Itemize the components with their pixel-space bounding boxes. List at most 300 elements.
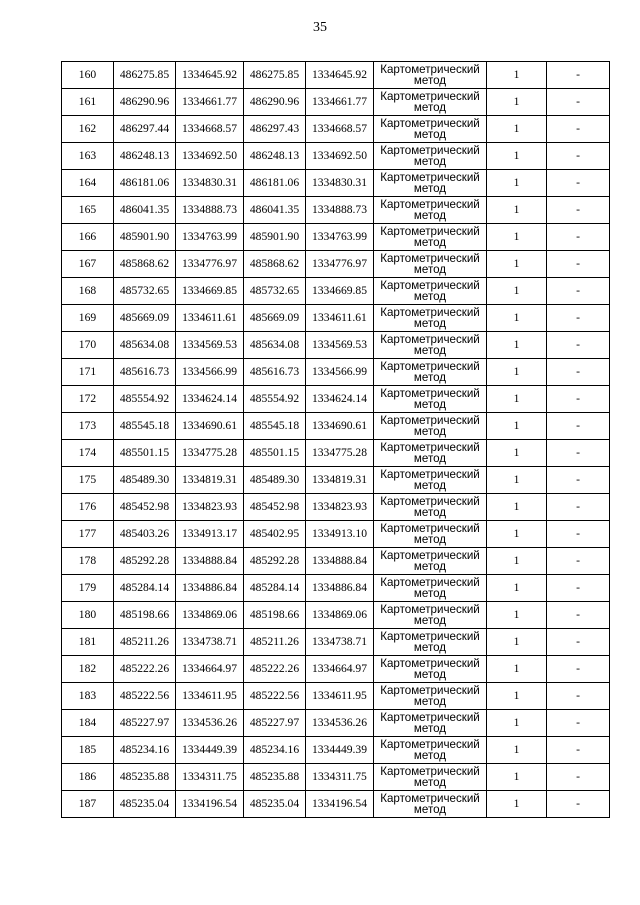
table-row bbox=[62, 467, 610, 494]
y-refined-cell: 1334668.57 bbox=[306, 116, 374, 143]
point-number-cell: 166 bbox=[62, 224, 114, 251]
method-cell bbox=[374, 791, 487, 818]
table-row bbox=[62, 89, 610, 116]
x-existing-cell: 486248.13 bbox=[114, 143, 176, 170]
y-refined-cell: 1334566.99 bbox=[306, 359, 374, 386]
y-existing-cell: 1334664.97 bbox=[176, 656, 244, 683]
method-cell bbox=[374, 521, 487, 548]
point-number-cell: 167 bbox=[62, 251, 114, 278]
method-cell bbox=[374, 602, 487, 629]
y-existing-cell: 1334661.77 bbox=[176, 89, 244, 116]
description-cell: - bbox=[547, 764, 610, 791]
y-existing-cell: 1334776.97 bbox=[176, 251, 244, 278]
point-number-cell: 182 bbox=[62, 656, 114, 683]
method-line2: метод bbox=[413, 667, 447, 681]
method-line2: метод bbox=[413, 370, 447, 384]
x-existing-cell: 486275.85 bbox=[114, 62, 176, 89]
method-line1: Картометрический bbox=[380, 62, 480, 76]
y-refined-cell: 1334645.92 bbox=[306, 62, 374, 89]
description-cell: - bbox=[547, 143, 610, 170]
description-cell: - bbox=[547, 467, 610, 494]
method-line2: метод bbox=[413, 424, 447, 438]
x-refined-cell: 486181.06 bbox=[244, 170, 306, 197]
precision-cell: 1 bbox=[487, 413, 547, 440]
method-line1: Картометрический bbox=[380, 494, 480, 508]
table-row bbox=[62, 143, 610, 170]
method-line2: метод bbox=[413, 613, 447, 627]
y-refined-cell: 1334449.39 bbox=[306, 737, 374, 764]
method-line1: Картометрический bbox=[380, 305, 480, 319]
y-existing-cell: 1334536.26 bbox=[176, 710, 244, 737]
description-cell: - bbox=[547, 413, 610, 440]
x-refined-cell: 485235.88 bbox=[244, 764, 306, 791]
method-line2: метод bbox=[413, 802, 447, 816]
method-line2: метод bbox=[413, 775, 447, 789]
point-number-cell: 163 bbox=[62, 143, 114, 170]
x-existing-cell: 485292.28 bbox=[114, 548, 176, 575]
method-line2: метод bbox=[413, 235, 447, 249]
x-existing-cell: 485211.26 bbox=[114, 629, 176, 656]
description-cell: - bbox=[547, 197, 610, 224]
y-existing-cell: 1334830.31 bbox=[176, 170, 244, 197]
precision-cell: 1 bbox=[487, 494, 547, 521]
method-line1: Картометрический bbox=[380, 359, 480, 373]
x-existing-cell: 485616.73 bbox=[114, 359, 176, 386]
precision-cell: 1 bbox=[487, 332, 547, 359]
method-line1: Картометрический bbox=[380, 683, 480, 697]
description-cell: - bbox=[547, 305, 610, 332]
point-number-cell: 179 bbox=[62, 575, 114, 602]
x-refined-cell: 485901.90 bbox=[244, 224, 306, 251]
description-cell: - bbox=[547, 116, 610, 143]
x-refined-cell: 485227.97 bbox=[244, 710, 306, 737]
method-line2: метод bbox=[413, 694, 447, 708]
precision-cell: 1 bbox=[487, 629, 547, 656]
method-line2: метод bbox=[413, 586, 447, 600]
y-refined-cell: 1334196.54 bbox=[306, 791, 374, 818]
method-line1: Картометрический bbox=[380, 764, 480, 778]
description-cell: - bbox=[547, 521, 610, 548]
method-line1: Картометрический bbox=[380, 521, 480, 535]
x-existing-cell: 485284.14 bbox=[114, 575, 176, 602]
method-line2: метод bbox=[413, 451, 447, 465]
table-row bbox=[62, 170, 610, 197]
method-line2: метод bbox=[413, 100, 447, 114]
method-line1: Картометрический bbox=[380, 710, 480, 724]
method-cell bbox=[374, 440, 487, 467]
precision-cell: 1 bbox=[487, 170, 547, 197]
point-number-cell: 176 bbox=[62, 494, 114, 521]
method-cell bbox=[374, 575, 487, 602]
y-existing-cell: 1334913.17 bbox=[176, 521, 244, 548]
point-number-cell: 178 bbox=[62, 548, 114, 575]
method-line1: Картометрический bbox=[380, 89, 480, 103]
y-existing-cell: 1334668.57 bbox=[176, 116, 244, 143]
y-refined-cell: 1334664.97 bbox=[306, 656, 374, 683]
method-cell bbox=[374, 629, 487, 656]
method-line1: Картометрический bbox=[380, 224, 480, 238]
y-refined-cell: 1334569.53 bbox=[306, 332, 374, 359]
y-existing-cell: 1334763.99 bbox=[176, 224, 244, 251]
table-row bbox=[62, 62, 610, 89]
x-existing-cell: 485227.97 bbox=[114, 710, 176, 737]
y-existing-cell: 1334611.61 bbox=[176, 305, 244, 332]
y-refined-cell: 1334819.31 bbox=[306, 467, 374, 494]
point-number-cell: 187 bbox=[62, 791, 114, 818]
x-refined-cell: 485452.98 bbox=[244, 494, 306, 521]
description-cell: - bbox=[547, 62, 610, 89]
method-cell bbox=[374, 62, 487, 89]
x-refined-cell: 485211.26 bbox=[244, 629, 306, 656]
precision-cell: 1 bbox=[487, 575, 547, 602]
method-line1: Картометрический bbox=[380, 737, 480, 751]
method-line1: Картометрический bbox=[380, 170, 480, 184]
precision-cell: 1 bbox=[487, 278, 547, 305]
method-line1: Картометрический bbox=[380, 467, 480, 481]
x-refined-cell: 485501.15 bbox=[244, 440, 306, 467]
method-line2: метод bbox=[413, 748, 447, 762]
point-number-cell: 173 bbox=[62, 413, 114, 440]
table-row bbox=[62, 305, 610, 332]
precision-cell: 1 bbox=[487, 224, 547, 251]
method-line1: Картометрический bbox=[380, 440, 480, 454]
method-cell bbox=[374, 494, 487, 521]
x-refined-cell: 485868.62 bbox=[244, 251, 306, 278]
y-existing-cell: 1334196.54 bbox=[176, 791, 244, 818]
x-refined-cell: 486275.85 bbox=[244, 62, 306, 89]
y-refined-cell: 1334611.95 bbox=[306, 683, 374, 710]
precision-cell: 1 bbox=[487, 737, 547, 764]
table-row bbox=[62, 737, 610, 764]
y-existing-cell: 1334624.14 bbox=[176, 386, 244, 413]
method-cell bbox=[374, 170, 487, 197]
table-row bbox=[62, 494, 610, 521]
description-cell: - bbox=[547, 359, 610, 386]
point-number-cell: 186 bbox=[62, 764, 114, 791]
x-existing-cell: 485452.98 bbox=[114, 494, 176, 521]
table-row bbox=[62, 413, 610, 440]
x-existing-cell: 485222.26 bbox=[114, 656, 176, 683]
description-cell: - bbox=[547, 170, 610, 197]
table-row bbox=[62, 332, 610, 359]
description-cell: - bbox=[547, 737, 610, 764]
y-refined-cell: 1334536.26 bbox=[306, 710, 374, 737]
x-refined-cell: 485198.66 bbox=[244, 602, 306, 629]
y-refined-cell: 1334624.14 bbox=[306, 386, 374, 413]
x-existing-cell: 485235.04 bbox=[114, 791, 176, 818]
x-refined-cell: 485732.65 bbox=[244, 278, 306, 305]
x-existing-cell: 485501.15 bbox=[114, 440, 176, 467]
x-existing-cell: 485403.26 bbox=[114, 521, 176, 548]
table-row bbox=[62, 548, 610, 575]
x-refined-cell: 485234.16 bbox=[244, 737, 306, 764]
description-cell: - bbox=[547, 494, 610, 521]
method-line1: Картометрический bbox=[380, 116, 480, 130]
x-refined-cell: 486297.43 bbox=[244, 116, 306, 143]
description-cell: - bbox=[547, 278, 610, 305]
method-line2: метод bbox=[413, 208, 447, 222]
precision-cell: 1 bbox=[487, 89, 547, 116]
method-cell bbox=[374, 467, 487, 494]
point-number-cell: 177 bbox=[62, 521, 114, 548]
method-line2: метод bbox=[413, 73, 447, 87]
description-cell: - bbox=[547, 791, 610, 818]
y-existing-cell: 1334669.85 bbox=[176, 278, 244, 305]
method-cell bbox=[374, 278, 487, 305]
table-row bbox=[62, 440, 610, 467]
precision-cell: 1 bbox=[487, 710, 547, 737]
y-existing-cell: 1334690.61 bbox=[176, 413, 244, 440]
point-number-cell: 164 bbox=[62, 170, 114, 197]
precision-cell: 1 bbox=[487, 467, 547, 494]
description-cell: - bbox=[547, 440, 610, 467]
point-number-cell: 170 bbox=[62, 332, 114, 359]
point-number-cell: 174 bbox=[62, 440, 114, 467]
y-existing-cell: 1334869.06 bbox=[176, 602, 244, 629]
point-number-cell: 180 bbox=[62, 602, 114, 629]
precision-cell: 1 bbox=[487, 62, 547, 89]
table-row bbox=[62, 386, 610, 413]
method-cell bbox=[374, 116, 487, 143]
point-number-cell: 172 bbox=[62, 386, 114, 413]
method-line2: метод bbox=[413, 478, 447, 492]
table-row bbox=[62, 602, 610, 629]
method-line1: Картометрический bbox=[380, 386, 480, 400]
method-cell bbox=[374, 305, 487, 332]
description-cell: - bbox=[547, 332, 610, 359]
method-line1: Картометрический bbox=[380, 278, 480, 292]
method-line2: метод bbox=[413, 127, 447, 141]
y-existing-cell: 1334645.92 bbox=[176, 62, 244, 89]
table-row bbox=[62, 791, 610, 818]
method-cell bbox=[374, 332, 487, 359]
method-line1: Картометрический bbox=[380, 548, 480, 562]
page-number: 35 bbox=[313, 20, 327, 35]
precision-cell: 1 bbox=[487, 602, 547, 629]
y-existing-cell: 1334886.84 bbox=[176, 575, 244, 602]
method-line1: Картометрический bbox=[380, 791, 480, 805]
x-refined-cell: 485616.73 bbox=[244, 359, 306, 386]
y-existing-cell: 1334775.28 bbox=[176, 440, 244, 467]
x-existing-cell: 485545.18 bbox=[114, 413, 176, 440]
method-cell bbox=[374, 656, 487, 683]
x-refined-cell: 485402.95 bbox=[244, 521, 306, 548]
precision-cell: 1 bbox=[487, 197, 547, 224]
method-line1: Картометрический bbox=[380, 332, 480, 346]
x-refined-cell: 485235.04 bbox=[244, 791, 306, 818]
point-number-cell: 165 bbox=[62, 197, 114, 224]
description-cell: - bbox=[547, 251, 610, 278]
y-refined-cell: 1334311.75 bbox=[306, 764, 374, 791]
y-existing-cell: 1334566.99 bbox=[176, 359, 244, 386]
method-line1: Картометрический bbox=[380, 413, 480, 427]
method-line2: метод bbox=[413, 505, 447, 519]
precision-cell: 1 bbox=[487, 521, 547, 548]
description-cell: - bbox=[547, 656, 610, 683]
method-line1: Картометрический bbox=[380, 629, 480, 643]
precision-cell: 1 bbox=[487, 251, 547, 278]
precision-cell: 1 bbox=[487, 764, 547, 791]
method-line2: метод bbox=[413, 559, 447, 573]
table-row bbox=[62, 629, 610, 656]
point-number-cell: 184 bbox=[62, 710, 114, 737]
x-refined-cell: 485222.56 bbox=[244, 683, 306, 710]
y-existing-cell: 1334823.93 bbox=[176, 494, 244, 521]
method-cell bbox=[374, 548, 487, 575]
method-cell bbox=[374, 764, 487, 791]
table-row bbox=[62, 251, 610, 278]
x-refined-cell: 485222.26 bbox=[244, 656, 306, 683]
method-line2: метод bbox=[413, 289, 447, 303]
x-existing-cell: 485901.90 bbox=[114, 224, 176, 251]
table-row bbox=[62, 575, 610, 602]
y-refined-cell: 1334669.85 bbox=[306, 278, 374, 305]
description-cell: - bbox=[547, 602, 610, 629]
method-line2: метод bbox=[413, 397, 447, 411]
y-refined-cell: 1334823.93 bbox=[306, 494, 374, 521]
x-existing-cell: 485868.62 bbox=[114, 251, 176, 278]
method-line2: метод bbox=[413, 154, 447, 168]
method-line2: метод bbox=[413, 640, 447, 654]
precision-cell: 1 bbox=[487, 305, 547, 332]
method-cell bbox=[374, 413, 487, 440]
y-existing-cell: 1334738.71 bbox=[176, 629, 244, 656]
method-line1: Картометрический bbox=[380, 251, 480, 265]
method-cell bbox=[374, 386, 487, 413]
x-refined-cell: 486041.35 bbox=[244, 197, 306, 224]
method-cell bbox=[374, 359, 487, 386]
point-number-cell: 162 bbox=[62, 116, 114, 143]
x-refined-cell: 485669.09 bbox=[244, 305, 306, 332]
y-refined-cell: 1334888.73 bbox=[306, 197, 374, 224]
method-cell bbox=[374, 683, 487, 710]
point-number-cell: 171 bbox=[62, 359, 114, 386]
x-existing-cell: 485234.16 bbox=[114, 737, 176, 764]
x-refined-cell: 485634.08 bbox=[244, 332, 306, 359]
x-existing-cell: 485554.92 bbox=[114, 386, 176, 413]
table-row bbox=[62, 764, 610, 791]
table-row bbox=[62, 656, 610, 683]
y-refined-cell: 1334611.61 bbox=[306, 305, 374, 332]
point-number-cell: 185 bbox=[62, 737, 114, 764]
method-cell bbox=[374, 143, 487, 170]
precision-cell: 1 bbox=[487, 548, 547, 575]
y-refined-cell: 1334763.99 bbox=[306, 224, 374, 251]
x-refined-cell: 485292.28 bbox=[244, 548, 306, 575]
y-existing-cell: 1334611.95 bbox=[176, 683, 244, 710]
precision-cell: 1 bbox=[487, 386, 547, 413]
point-number-cell: 175 bbox=[62, 467, 114, 494]
table-row bbox=[62, 710, 610, 737]
method-cell bbox=[374, 224, 487, 251]
method-cell bbox=[374, 89, 487, 116]
x-existing-cell: 485222.56 bbox=[114, 683, 176, 710]
y-refined-cell: 1334661.77 bbox=[306, 89, 374, 116]
y-refined-cell: 1334690.61 bbox=[306, 413, 374, 440]
x-refined-cell: 486248.13 bbox=[244, 143, 306, 170]
method-line1: Картометрический bbox=[380, 575, 480, 589]
x-existing-cell: 486041.35 bbox=[114, 197, 176, 224]
method-cell bbox=[374, 710, 487, 737]
point-number-cell: 183 bbox=[62, 683, 114, 710]
x-existing-cell: 485669.09 bbox=[114, 305, 176, 332]
x-existing-cell: 486181.06 bbox=[114, 170, 176, 197]
table-row bbox=[62, 683, 610, 710]
y-existing-cell: 1334449.39 bbox=[176, 737, 244, 764]
table-body bbox=[62, 62, 610, 818]
description-cell: - bbox=[547, 89, 610, 116]
precision-cell: 1 bbox=[487, 683, 547, 710]
point-number-cell: 160 bbox=[62, 62, 114, 89]
y-refined-cell: 1334692.50 bbox=[306, 143, 374, 170]
table-row bbox=[62, 116, 610, 143]
description-cell: - bbox=[547, 575, 610, 602]
method-line2: метод bbox=[413, 262, 447, 276]
y-existing-cell: 1334819.31 bbox=[176, 467, 244, 494]
precision-cell: 1 bbox=[487, 791, 547, 818]
x-refined-cell: 485545.18 bbox=[244, 413, 306, 440]
x-existing-cell: 486297.44 bbox=[114, 116, 176, 143]
method-line1: Картометрический bbox=[380, 143, 480, 157]
table-row bbox=[62, 359, 610, 386]
y-existing-cell: 1334311.75 bbox=[176, 764, 244, 791]
method-cell bbox=[374, 197, 487, 224]
method-line1: Картометрический bbox=[380, 656, 480, 670]
precision-cell: 1 bbox=[487, 143, 547, 170]
x-existing-cell: 485235.88 bbox=[114, 764, 176, 791]
y-refined-cell: 1334869.06 bbox=[306, 602, 374, 629]
method-line1: Картометрический bbox=[380, 602, 480, 616]
x-existing-cell: 485634.08 bbox=[114, 332, 176, 359]
precision-cell: 1 bbox=[487, 440, 547, 467]
y-refined-cell: 1334738.71 bbox=[306, 629, 374, 656]
table-row bbox=[62, 278, 610, 305]
method-line2: метод bbox=[413, 532, 447, 546]
point-number-cell: 181 bbox=[62, 629, 114, 656]
point-number-cell: 169 bbox=[62, 305, 114, 332]
description-cell: - bbox=[547, 224, 610, 251]
precision-cell: 1 bbox=[487, 656, 547, 683]
precision-cell: 1 bbox=[487, 116, 547, 143]
x-refined-cell: 486290.96 bbox=[244, 89, 306, 116]
description-cell: - bbox=[547, 548, 610, 575]
method-line2: метод bbox=[413, 721, 447, 735]
precision-cell: 1 bbox=[487, 359, 547, 386]
table-row bbox=[62, 197, 610, 224]
x-existing-cell: 486290.96 bbox=[114, 89, 176, 116]
x-existing-cell: 485489.30 bbox=[114, 467, 176, 494]
x-refined-cell: 485489.30 bbox=[244, 467, 306, 494]
method-cell bbox=[374, 251, 487, 278]
x-existing-cell: 485732.65 bbox=[114, 278, 176, 305]
y-refined-cell: 1334830.31 bbox=[306, 170, 374, 197]
y-refined-cell: 1334886.84 bbox=[306, 575, 374, 602]
method-line1: Картометрический bbox=[380, 197, 480, 211]
method-line2: метод bbox=[413, 316, 447, 330]
y-existing-cell: 1334569.53 bbox=[176, 332, 244, 359]
method-cell bbox=[374, 737, 487, 764]
y-refined-cell: 1334888.84 bbox=[306, 548, 374, 575]
point-number-cell: 168 bbox=[62, 278, 114, 305]
description-cell: - bbox=[547, 683, 610, 710]
method-line2: метод bbox=[413, 343, 447, 357]
y-refined-cell: 1334913.10 bbox=[306, 521, 374, 548]
y-existing-cell: 1334692.50 bbox=[176, 143, 244, 170]
y-refined-cell: 1334776.97 bbox=[306, 251, 374, 278]
description-cell: - bbox=[547, 629, 610, 656]
point-number-cell: 161 bbox=[62, 89, 114, 116]
description-cell: - bbox=[547, 386, 610, 413]
